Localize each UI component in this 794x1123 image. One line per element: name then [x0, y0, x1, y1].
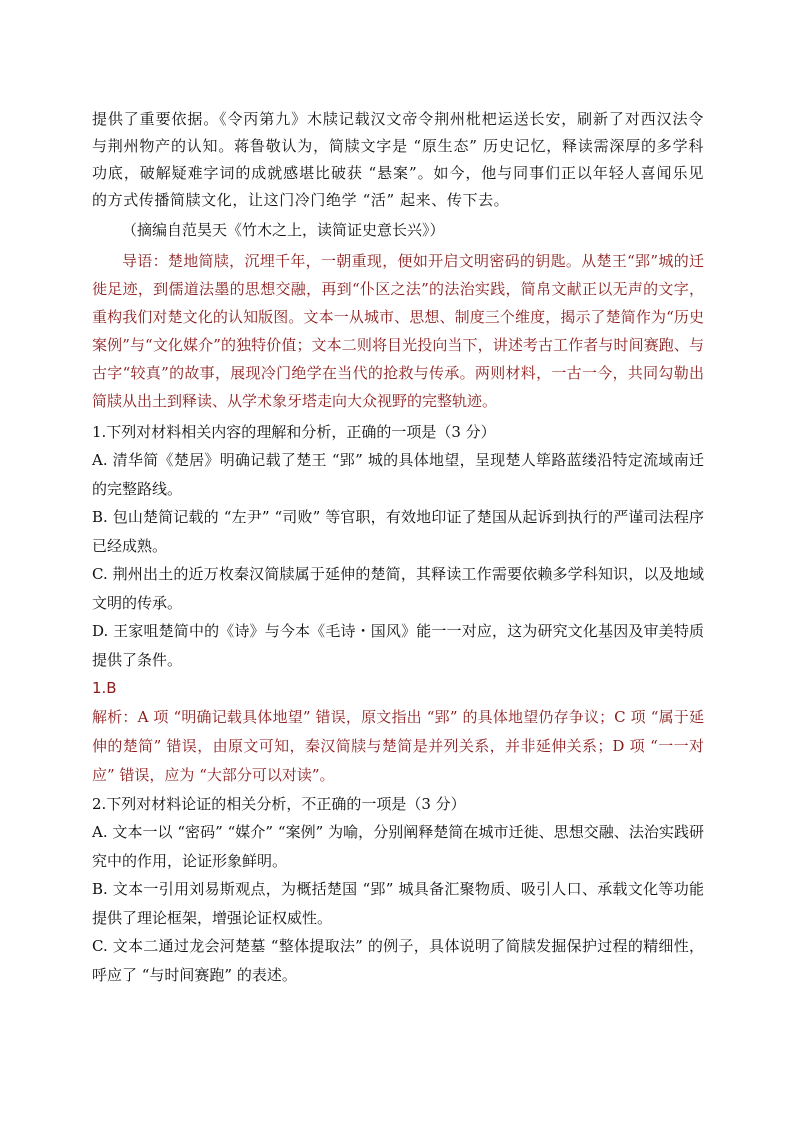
question-1-option-b: B. 包山楚简记载的 “左尹” “司败” 等官职，有效地印证了楚国从起诉到执行的严谨司法程序已经成熟。	[92, 508, 704, 555]
question-1-analysis: 解析：A 项 “明确记载具体地望” 错误，原文指出 “郢” 的具体地望仍存争议；C 项 “属于延伸的楚简” 错误，由原文可知，秦汉简牍与楚简是并列关系，并非延伸关系；D 项 “一一对应” 错误，应为 “大部分可以对读”。	[92, 707, 704, 784]
question-1-stem: 1.下列对材料相关内容的理解和分析，正确的一项是（3 分）	[92, 422, 496, 441]
question-2-option-c: C. 文本二通过龙会河楚墓 “整体提取法” 的例子，具体说明了简牍发掘保护过程的精细性，呼应了 “与时间赛跑” 的表述。	[92, 937, 704, 984]
question-2-stem: 2.下列对材料论证的相关分析，不正确的一项是（3 分）	[92, 794, 466, 813]
document-page	[92, 106, 704, 989]
question-2-option-a: A. 文本一以 “密码” “媒介” “案例” 为喻，分别阐释楚简在城市迁徙、思想交融、法治实践研究中的作用，论证形象鲜明。	[92, 823, 704, 870]
question-1-option-a: A. 清华简《楚居》明确记载了楚王 “郢” 城的具体地望，呈现楚人筚路蓝缕沿特定流域南迁的完整路线。	[92, 451, 704, 498]
passage-source: （摘编自范昊天《竹木之上，读简证史意长兴》）	[122, 221, 445, 239]
question-2-option-b: B. 文本一引用刘易斯观点，为概括楚国 “郢” 城具备汇聚物质、吸引人口、承载文化等功能提供了理论框架，增强论证权威性。	[92, 880, 704, 927]
passage-tail-paragraph: 提供了重要依据。《令丙第九》木牍记载汉文帝令荆州枇杷运送长安，刷新了对西汉法令与荆州物产的认知。蒋鲁敬认为，简牍文字是 “原生态” 历史记忆，释读需深厚的多学科功底，破解疑难字词的成就感堪比破获 “悬案”。如今，他与同事们正以年轻人喜闻乐见的方式传播简牍文化，让这门冷门绝学 “活” 起来、传下去。	[92, 110, 704, 209]
question-1-option-d: D. 王家咀楚简中的《诗》与今本《毛诗・国风》能一一对应，这为研究文化基因及审美特质提供了条件。	[92, 622, 704, 669]
intro-paragraph: 导语：楚地简牍，沉埋千年，一朝重现，便如开启文明密码的钥匙。从楚王“郢”城的迁徙足迹，到儒道法墨的思想交融，再到“仆区之法”的法治实践，简帛文献正以无声的文字，重构我们对楚文化的认知版图。文本一从城市、思想、制度三个维度，揭示了楚简作为“历史案例”与“文化媒介”的独特价值；文本二则将目光投向当下，讲述考古工作者与时间赛跑、与古字“较真”的故事，展现冷门绝学在当代的抢救与传承。两则材料，一古一今，共同勾勒出简牍从出土到释读、从学术象牙塔走向大众视野的完整轨迹。	[92, 251, 704, 410]
question-1-option-c: C. 荆州出土的近万枚秦汉简牍属于延伸的楚简，其释读工作需要依赖多学科知识，以及地域文明的传承。	[92, 565, 704, 612]
question-1-answer: 1.B	[92, 679, 117, 697]
